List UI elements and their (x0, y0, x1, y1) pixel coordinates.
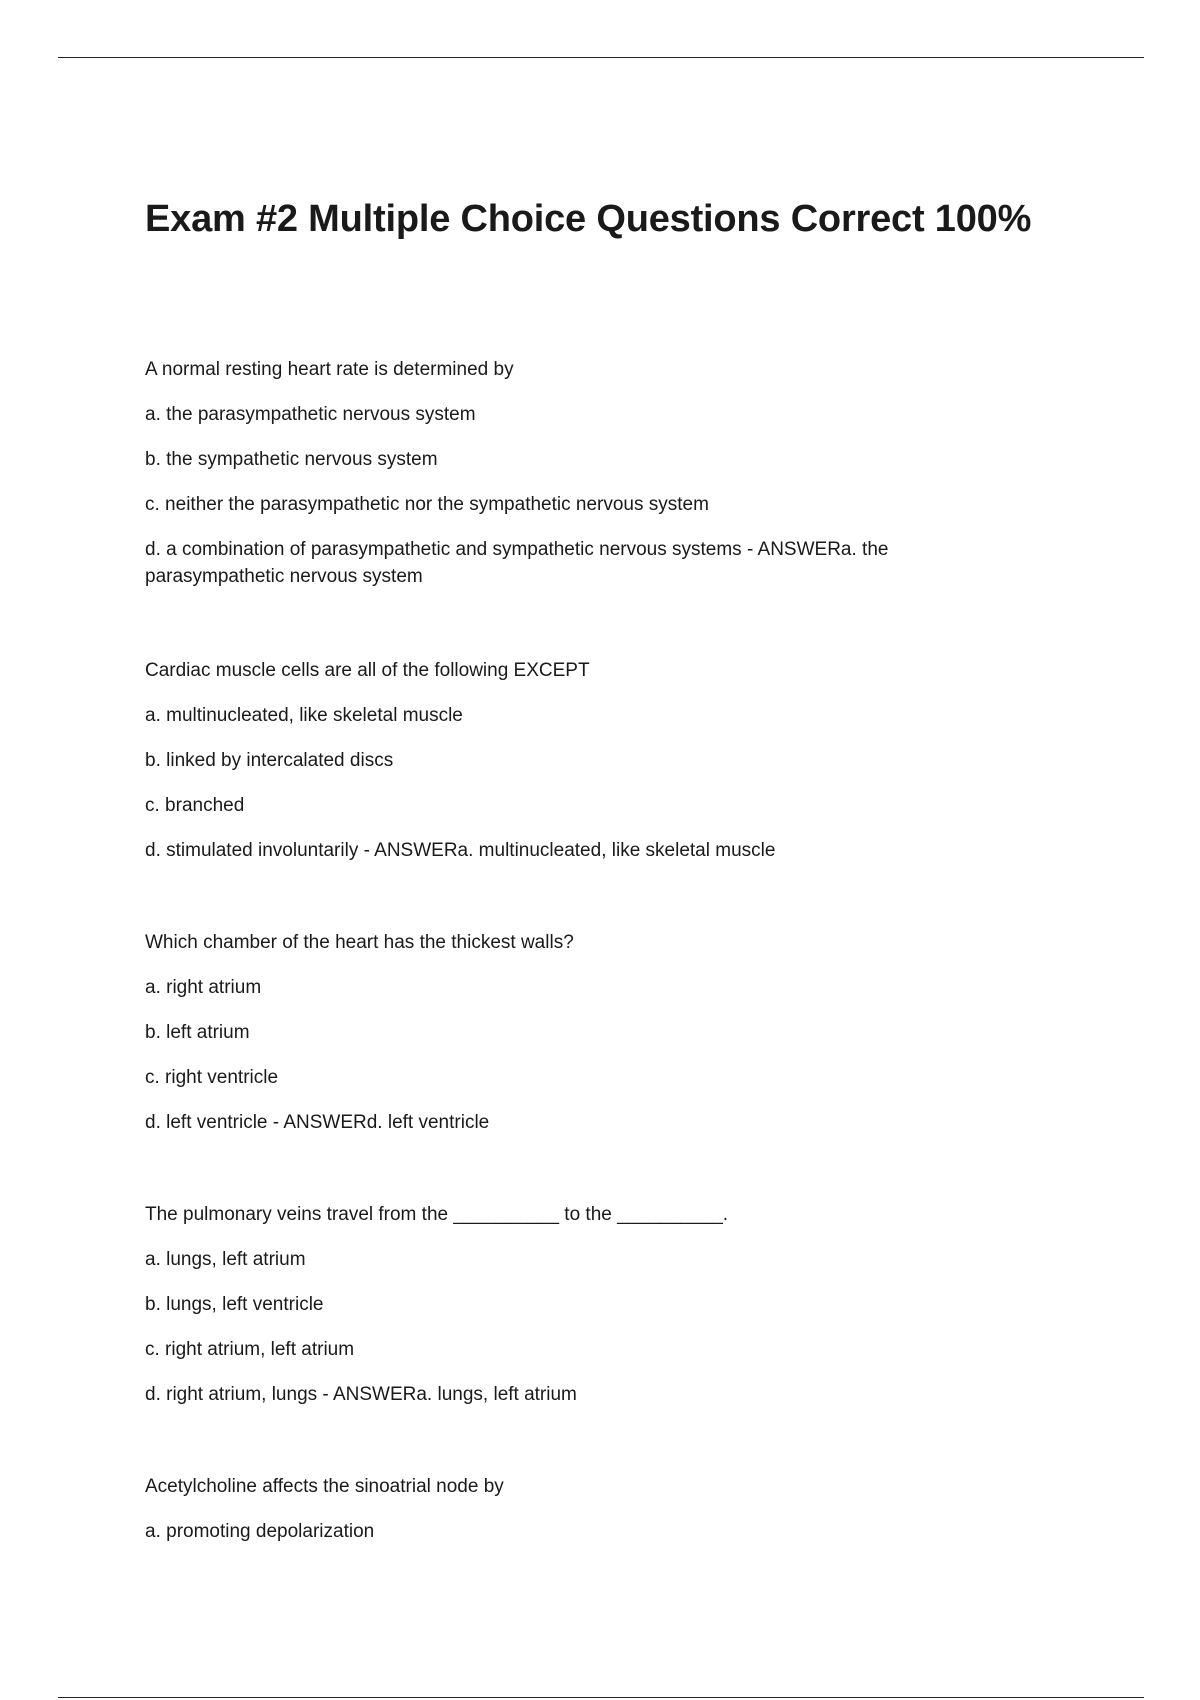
question-stem: Cardiac muscle cells are all of the following EXCEPT (145, 660, 590, 681)
answer-option: a. multinucleated, like skeletal muscle (145, 705, 463, 726)
document-title: Exam #2 Multiple Choice Questions Correct 100% (145, 198, 1032, 240)
question-stem: Which chamber of the heart has the thickest walls? (145, 932, 574, 953)
question-block (145, 1201, 1045, 1426)
question-block (145, 929, 1045, 1154)
bottom-rule (58, 1697, 1144, 1698)
answer-option-with-answer: d. stimulated involuntarily - ANSWERa. multinucleated, like skeletal muscle (145, 840, 776, 861)
answer-option: a. lungs, left atrium (145, 1249, 306, 1270)
answer-option: b. linked by intercalated discs (145, 750, 394, 771)
answer-option: b. lungs, left ventricle (145, 1294, 324, 1315)
answer-option: c. neither the parasympathetic nor the sympathetic nervous system (145, 494, 709, 515)
answer-option: a. promoting depolarization (145, 1521, 375, 1542)
answer-option: c. right ventricle (145, 1067, 279, 1088)
answer-option: a. the parasympathetic nervous system (145, 404, 476, 425)
answer-option: c. right atrium, left atrium (145, 1339, 355, 1360)
question-stem: The pulmonary veins travel from the __________ to the __________. (145, 1204, 729, 1225)
answer-option-with-answer: d. a combination of parasympathetic and sympathetic nervous systems - ANSWERa. the parasympathetic nervous system (145, 539, 889, 587)
answer-option: b. left atrium (145, 1022, 250, 1043)
answer-option: a. right atrium (145, 977, 262, 998)
top-rule (58, 57, 1144, 58)
answer-option-with-answer: d. right atrium, lungs - ANSWERa. lungs, left atrium (145, 1384, 577, 1405)
question-block (145, 657, 1045, 882)
question-block (145, 1473, 1045, 1563)
question-block (145, 356, 1045, 608)
answer-option-with-answer: d. left ventricle - ANSWERd. left ventricle (145, 1112, 490, 1133)
answer-option: b. the sympathetic nervous system (145, 449, 438, 470)
question-stem: Acetylcholine affects the sinoatrial node by (145, 1476, 504, 1497)
question-stem: A normal resting heart rate is determined by (145, 359, 514, 380)
answer-option: c. branched (145, 795, 245, 816)
